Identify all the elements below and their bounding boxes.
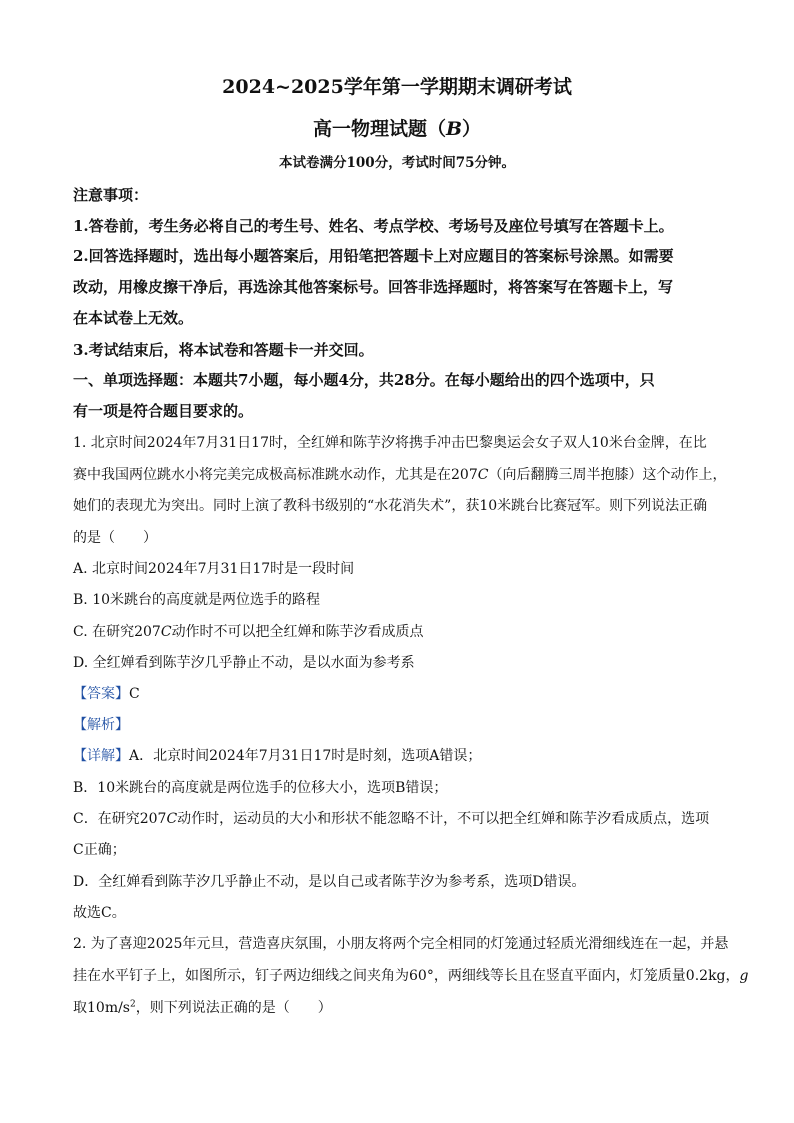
question-1-conclusion: 故选C。 xyxy=(73,905,126,921)
detail-a-text: A．北京时间2024年7月31日17时是时刻，选项A错误； xyxy=(129,748,482,764)
question-1-detail-b: B．10米跳台的高度就是两位选手的位移大小，选项B错误； xyxy=(73,780,448,796)
subject-title-variant: B xyxy=(445,118,463,140)
question-2-stem-line-1: 2. 为了喜迎2025年元旦，营造喜庆氛围，小朋友将两个完全相同的灯笼通过轻质光滑细线连在一起，并悬 xyxy=(73,936,729,952)
question-1-option-d: D. 全红婵看到陈芋汐几乎静止不动，是以水面为参考系 xyxy=(73,655,415,671)
notice-item-2-line-1: 2.回答选择题时，选出每小题答案后，用铅笔把答题卡上对应题目的答案标号涂黑。如需要 xyxy=(73,247,674,265)
question-1-stem-line-1: 1. 北京时间2024年7月31日17时，全红婵和陈芋汐将携手冲击巴黎奥运会女子双人10米台金牌，在比 xyxy=(73,435,707,451)
notice-item-2-line-2: 改动，用橡皮擦干净后，再选涂其他答案标号。回答非选择题时，将答案写在答题卡上，写 xyxy=(73,278,674,296)
exam-title: 2024~2025学年第一学期期末调研考试 xyxy=(222,76,572,98)
question-1-stem-line-2-variable: C xyxy=(477,467,489,483)
question-1-detail-c-line-1 xyxy=(73,808,709,828)
question-1-answer xyxy=(73,683,140,703)
question-1-stem-line-2-part-a: 赛中我国两位跳水小将完美完成极高标准跳水动作，尤其是在207 xyxy=(73,467,478,483)
subject-title xyxy=(0,114,794,141)
question-2-stem-line-2-part-a: 挂在水平钉子上，如图所示，钉子两边细线之间夹角为60°，两细线等长且在竖直平面内，灯笼质量0.2kg， xyxy=(73,968,740,984)
question-1-detail-d: D．全红婵看到陈芋汐几乎静止不动，是以自己或者陈芋汐为参考系，选项D错误。 xyxy=(73,874,586,890)
question-1-stem-line-2-part-b: （向后翻腾三周半抱膝）这个动作上， xyxy=(488,467,727,483)
notice-heading: 注意事项： xyxy=(73,186,149,204)
notice-item-1: 1.答卷前，考生务必将自己的考生号、姓名、考点学校、考场号及座位号填写在答题卡上。 xyxy=(73,217,674,235)
question-1-option-b: B. 10米跳台的高度就是两位选手的路程 xyxy=(73,592,321,608)
notice-item-3: 3.考试结束后，将本试卷和答题卡一并交回。 xyxy=(73,341,374,359)
detail-tag: 【详解】 xyxy=(73,748,129,764)
question-2-stem-line-3 xyxy=(73,997,332,1017)
detail-c-variable: C xyxy=(166,811,178,827)
detail-c-part-b: 动作时，运动员的大小和形状不能忽略不计，不可以把全红婵和陈芋汐看成质点，选项 xyxy=(177,811,710,827)
question-2-stem-line-3-superscript: 2 xyxy=(130,999,136,1010)
subject-title-prefix: 高一物理试题（ xyxy=(312,118,446,140)
question-2-stem-line-2-variable: g xyxy=(739,968,749,984)
question-2-stem-line-3-part-b: ，则下列说法正确的是（ ） xyxy=(135,1000,332,1016)
answer-value: C xyxy=(129,686,140,702)
question-1-stem-line-3: 她们的表现尤为突出。同时上演了教科书级别的“水花消失术”，获10米跳台比赛冠军。则下列说法正确 xyxy=(73,498,708,514)
section-1-heading-line-2: 有一项是符合题目要求的。 xyxy=(73,402,254,420)
section-1-heading-line-1: 一、单项选择题：本题共7小题，每小题4分，共28分。在每小题给出的四个选项中，只 xyxy=(73,371,655,389)
question-1-option-a: A. 北京时间2024年7月31日17时是一段时间 xyxy=(73,561,355,577)
question-1-detail-a xyxy=(73,745,481,765)
subject-title-suffix: ） xyxy=(462,118,482,140)
answer-tag: 【答案】 xyxy=(73,686,129,702)
question-1-stem-line-4: 的是（ ） xyxy=(73,530,157,546)
exam-info: 本试卷满分100分，考试时间75分钟。 xyxy=(279,155,515,171)
question-1-option-c-part-a: C. 在研究207 xyxy=(73,624,161,640)
question-1-analysis-tag: 【解析】 xyxy=(73,717,129,733)
detail-c-part-a: C．在研究207 xyxy=(73,811,167,827)
question-1-option-c xyxy=(73,621,424,641)
question-1-detail-c-line-2: C正确； xyxy=(73,842,126,858)
question-2-stem-line-3-part-a: 取10m/s xyxy=(73,1000,130,1016)
question-1-option-c-part-b: 动作时不可以把全红婵和陈芋汐看成质点 xyxy=(171,624,424,640)
question-2-stem-line-2 xyxy=(73,965,749,985)
notice-item-2-line-3: 在本试卷上无效。 xyxy=(73,309,194,327)
question-1-stem-line-2 xyxy=(73,464,726,484)
question-1-option-c-variable: C xyxy=(160,624,172,640)
